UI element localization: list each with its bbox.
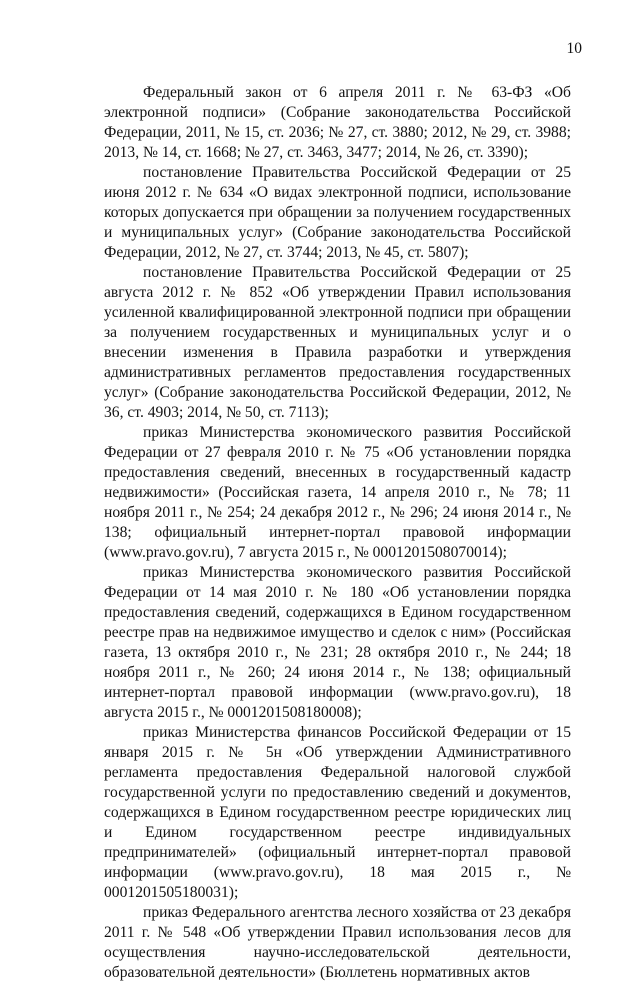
page-number: 10 (566, 40, 582, 57)
paragraph-order-minfin-5n: приказ Министерства финансов Российской Федерации от 15 января 2015 г. № 5н «Об утверждении Административного регламента предоставления Федеральной налоговой службой государственной услуги по предоставлению сведений и документов, содержащихся в Едином государственном реестре юридических лиц и Едином государственном реестре индивидуальных предпринимателей» (официальный интернет-портал правовой информации (www.pravo.gov.ru), 18 мая 2015 г., № 0001201505180031); (104, 724, 571, 901)
paragraph-order-mineconomdev-180: приказ Министерства экономического развития Российской Федерации от 14 мая 2010 г. № 180 «Об установлении порядка предоставления сведений, содержащихся в Едином государственном реестре прав на недвижимое имущество и сделок с ним» (Российская газета, 13 октября 2010 г., № 231; 28 октября 2010 г., № 244; 18 ноября 2011 г., № 260; 24 июня 2014 г., № 138; официальный интернет-портал правовой информации (www.pravo.gov.ru), 18 августа 2015 г., № 0001201508180008); (104, 564, 571, 721)
document-body (104, 83, 571, 983)
paragraph-federal-law-63fz: Федеральный закон от 6 апреля 2011 г. № 63-ФЗ «Об электронной подписи» (Собрание законодательства Российской Федерации, 2011, № 15, ст. 2036; № 27, ст. 3880; 2012, № 29, ст. 3988; 2013, № 14, ст. 1668; № 27, ст. 3463, 3477; 2014, № 26, ст. 3390); (104, 84, 571, 161)
paragraph-government-resolution-852: постановление Правительства Российской Федерации от 25 августа 2012 г. № 852 «Об утверждении Правил использования усиленной квалифицированной электронной подписи при обращении за получением государственных и муниципальных услуг и о внесении изменения в Правила разработки и утверждения административных регламентов предоставления государственных услуг» (Собрание законодательства Российской Федерации, 2012, № 36, ст. 4903; 2014, № 50, ст. 7113); (104, 264, 571, 421)
paragraph-government-resolution-634: постановление Правительства Российской Федерации от 25 июня 2012 г. № 634 «О видах электронной подписи, использование которых допускается при обращении за получением государственных и муниципальных услуг» (Собрание законодательства Российской Федерации, 2012, № 27, ст. 3744; 2013, № 45, ст. 5807); (104, 164, 571, 261)
paragraph-order-mineconomdev-75: приказ Министерства экономического развития Российской Федерации от 27 февраля 2010 г. № 75 «Об установлении порядка предоставления сведений, внесенных в государственный кадастр недвижимости» (Российская газета, 14 апреля 2010 г., № 78; 11 ноября 2011 г., № 254; 24 декабря 2012 г., № 296; 24 июня 2014 г., № 138; официальный интернет-портал правовой информации (www.pravo.gov.ru), 7 августа 2015 г., № 0001201508070014); (104, 424, 571, 561)
paragraph-order-rosleshoz-548: приказ Федерального агентства лесного хозяйства от 23 декабря 2011 г. № 548 «Об утверждении Правил использования лесов для осуществления научно-исследовательской деятельности, образовательной деятельности» (Бюллетень нормативных актов (104, 904, 571, 981)
